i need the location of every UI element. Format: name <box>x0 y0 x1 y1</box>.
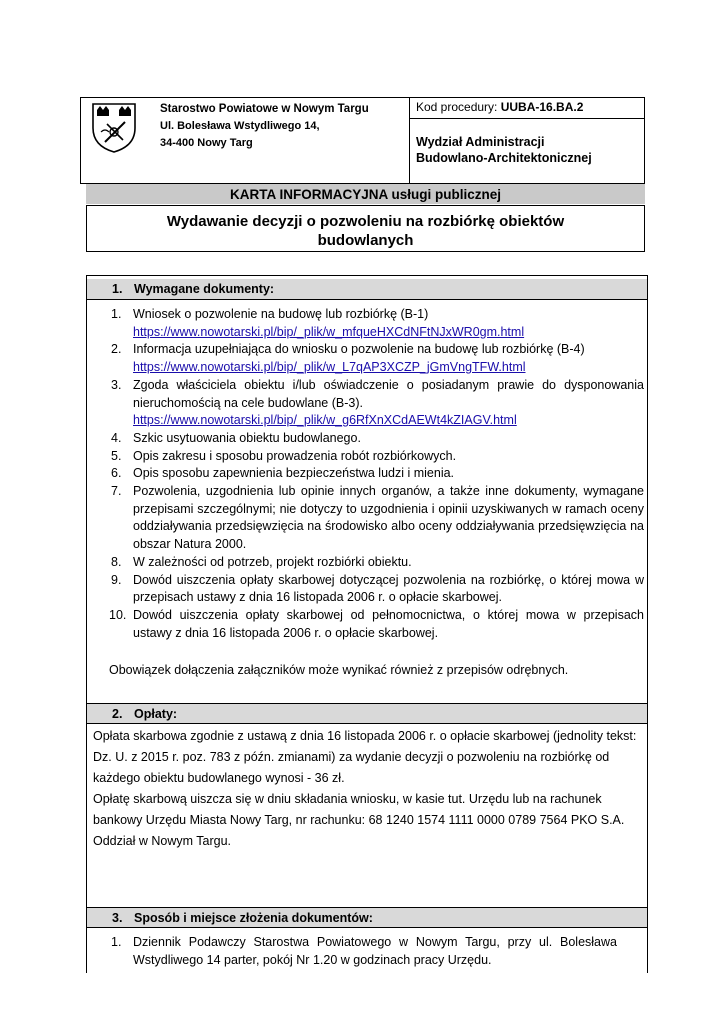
item-text: Opis sposobu zapewnienia bezpieczeństwa ludzi i mienia. <box>133 466 455 481</box>
office-name: Starostwo Powiatowe w Nowym Targu <box>160 103 369 115</box>
office-street: Ul. Bolesława Wstydliwego 14, <box>160 120 320 132</box>
item-text: Zgoda właściciela obiektu i/lub oświadczenie o posiadanym prawie do dysponowania nieruchomością na cele budowlane (B-3). <box>133 377 644 410</box>
item-number: 2. <box>111 342 122 357</box>
payment-paragraph: Opłatę skarbową uiszcza się w dniu składania wniosku, w kasie tut. Urzędu lub na rachunek bankowy Urzędu Miasta Nowy Targ, nr rachunku: 68 1240 1574 1111 0000 0789 7564 PKO S.A. Oddział w Nowym Targu. <box>93 792 625 848</box>
section-number: 3. <box>112 911 123 925</box>
item-text: Informacja uzupełniająca do wniosku o pozwolenie na budowę lub rozbiórkę (B-4) <box>133 342 585 357</box>
section-number: 1. <box>112 282 123 296</box>
item-text: W zależności od potrzeb, projekt rozbiórki obiektu. <box>133 554 412 569</box>
section-title: Sposób i miejsce złożenia dokumentów: <box>134 911 373 925</box>
list-item <box>87 448 644 466</box>
item-number: 1. <box>111 307 122 321</box>
list-item <box>87 483 644 554</box>
item-text: Dowód uiszczenia opłaty skarbowej od pełnomocnictwa, o której mowa w przepisach ustawy z dnia 16 listopada 2006 r. o opłacie skarbowej. <box>133 607 644 640</box>
fees-text <box>93 726 639 852</box>
header-box <box>80 97 645 184</box>
submission-list <box>87 934 617 969</box>
item-number: 4. <box>111 430 122 445</box>
department-line1: Wydział Administracji <box>416 135 545 149</box>
item-number: 8. <box>111 554 122 569</box>
required-documents-list <box>87 306 644 642</box>
card-title: KARTA INFORMACYJNA usługi publicznej <box>86 184 645 204</box>
procedure-code-label: Kod procedury: <box>416 100 501 114</box>
office-info <box>81 98 410 183</box>
item-number: 9. <box>111 572 122 587</box>
form-b1-link[interactable]: https://www.nowotarski.pl/bip/_plik/w_mfqueHXCdNFtNJxWR0gm.html <box>133 324 525 339</box>
list-item <box>87 377 644 430</box>
fees-paragraph: Opłata skarbowa zgodnie z ustawą z dnia 16 listopada 2006 r. o opłacie skarbowej (jednolity tekst: Dz. U. z 2015 r. poz. 783 z późn. zmianami) za wydanie decyzji o pozwoleniu na rozbiórkę od każdego obiektu budowlanego wynosi - 36 zł. <box>93 729 637 785</box>
item-text: Opis zakresu i sposobu prowadzenia robót rozbiórkowych. <box>133 448 457 463</box>
procedure-code <box>410 98 644 119</box>
list-item <box>87 934 617 969</box>
attachments-note: Obowiązek dołączenia załączników może wynikać również z przepisów odrębnych. <box>109 663 569 677</box>
item-number: 3. <box>111 377 122 392</box>
list-item <box>87 572 644 607</box>
list-item <box>87 465 644 483</box>
item-text: Wniosek o pozwolenie na budowę lub rozbiórkę (B-1) <box>133 307 429 321</box>
item-number: 5. <box>111 448 122 463</box>
item-number: 7. <box>111 484 122 499</box>
service-title-line1: Wydawanie decyzji o pozwoleniu na rozbiórkę obiektów <box>166 213 565 230</box>
item-text: Pozwolenia, uzgodnienia lub opinie innych organów, a także inne dokumenty, wymagane przepisami szczególnymi; nie dotyczy to uzgodnienia i opinii uzyskiwanych w ramach oceny oddziaływania przedsięwzięcia na środowisko albo oceny oddziaływania przedsięwzięcia na obszar Natura 2000. <box>133 484 644 552</box>
office-address <box>160 101 369 152</box>
section-number: 2. <box>112 707 123 721</box>
form-b4-link[interactable]: https://www.nowotarski.pl/bip/_plik/w_L7qAP3XCZP_jGmVngTFW.html <box>133 360 526 375</box>
form-b3-link[interactable]: https://www.nowotarski.pl/bip/_plik/w_g6RfXnXCdAEWt4kZIAGV.html <box>133 413 517 428</box>
service-title <box>86 205 645 252</box>
info-table <box>86 275 648 973</box>
list-item <box>87 607 644 642</box>
procedure-code-value: UUBA-16.BA.2 <box>500 100 584 114</box>
list-item <box>87 430 644 448</box>
item-text: Szkic usytuowania obiektu budowlanego. <box>133 430 361 445</box>
list-item <box>87 554 644 572</box>
service-title-line2: budowlanych <box>317 232 414 249</box>
item-text: Dziennik Podawczy Starostwa Powiatowego w Nowym Targu, przy ul. Bolesława Wstydliwego 14 parter, pokój Nr 1.20 w godzinach pracy Urzędu. <box>133 935 617 967</box>
item-text: Dowód uiszczenia opłaty skarbowej dotyczącej pozwolenia na rozbiórkę, o której mowa w przepisach ustawy z dnia 16 listopada 2006 r. o opłacie skarbowej. <box>133 572 644 605</box>
item-number: 6. <box>111 466 122 481</box>
list-item <box>87 306 644 341</box>
office-city: 34-400 Nowy Targ <box>160 137 253 149</box>
item-number: 1. <box>111 935 122 949</box>
section-title: Opłaty: <box>134 707 178 721</box>
procedure-info <box>410 98 644 183</box>
department-line2: Budowlano-Architektonicznej <box>416 151 592 165</box>
section-required-documents-header <box>87 279 647 300</box>
section-title: Wymagane dokumenty: <box>134 282 275 296</box>
item-number: 10. <box>109 607 127 622</box>
section-submission-header <box>87 907 647 928</box>
section-fees-header <box>87 703 647 724</box>
department-name <box>416 134 592 166</box>
list-item <box>87 341 644 376</box>
coat-of-arms-icon <box>91 102 137 154</box>
